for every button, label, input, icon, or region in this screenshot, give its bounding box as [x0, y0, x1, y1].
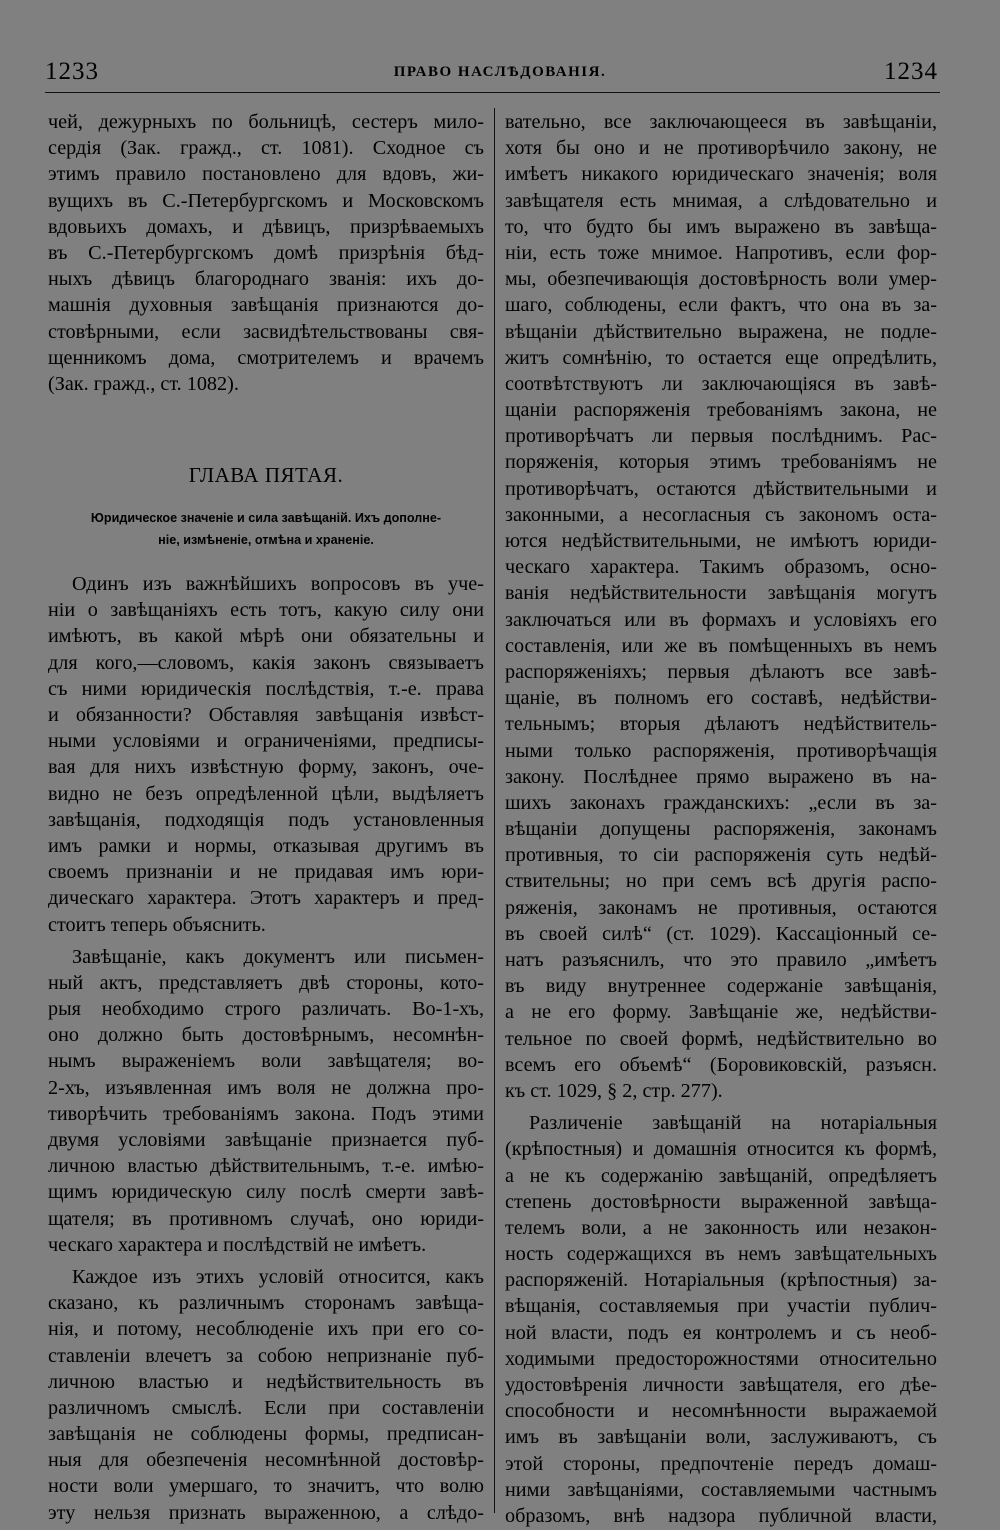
- running-header: [0, 0, 1000, 90]
- text-line: щимъ юридическую силу послѣ смерти завѣ-: [48, 1181, 484, 1204]
- paragraph: [48, 1264, 484, 1526]
- text-line: противорѣчатъ ли первыя послѣднимъ. Рас-: [505, 425, 937, 448]
- text-line: ніи, есть тоже мнимое. Напротивъ, если фор-: [505, 241, 937, 264]
- text-line: житъ сомнѣнію, то остается еще опредѣлить,: [505, 346, 937, 369]
- text-line: образомъ, внѣ надзора публичной власти,: [505, 1504, 937, 1527]
- text-line: этой стороны, предпочтеніе передъ домаш-: [505, 1452, 937, 1475]
- chapter-subtitle: [48, 507, 484, 551]
- text-line: заключаться или въ формахъ и условіяхъ его: [505, 608, 937, 631]
- text-line: ются недѣйствительными, не имѣютъ юриди-: [505, 530, 937, 552]
- left-column: [48, 109, 484, 1526]
- text-line: щаніе, въ полномъ его составѣ, недѣйстви-: [505, 687, 937, 710]
- text-line: противныя, то сіи распоряженія суть недѣй-: [505, 844, 937, 867]
- text-line: 2-хъ, изъявленная имъ воля не должна про-: [48, 1076, 484, 1099]
- text-line: Одинъ изъ важнѣйшихъ вопросовъ въ уче-: [72, 573, 484, 596]
- text-line: ними завѣщаніями, составляемыми частнымъ: [505, 1478, 937, 1501]
- header-rule: [45, 92, 940, 93]
- text-line: ными только распоряженія, противорѣчащія: [505, 739, 937, 762]
- text-line: противорѣчатъ, остаются дѣйствительными и: [505, 477, 937, 500]
- text-line: способности и несомнѣнности выражаемой: [505, 1400, 937, 1423]
- text-line: щаніи распоряженія требованіямъ закона, не: [505, 399, 937, 422]
- text-line: поряженія, которыя этимъ требованіямъ не: [505, 451, 937, 474]
- text-line: чей, дежурныхъ по больницѣ, сестеръ мило-: [48, 111, 484, 133]
- paragraph: [505, 109, 937, 1104]
- text-line: ванія недѣйствительности завѣщанія могутъ: [505, 582, 937, 605]
- text-line: то, что будто бы имъ выражено въ завѣща-: [505, 215, 937, 238]
- text-line: нія, и потому, несоблюденіе ихъ при его со-: [48, 1318, 484, 1341]
- paragraph: [48, 944, 484, 1258]
- text-line: ныя для обезпеченія несомнѣнной достовѣр-: [48, 1449, 484, 1472]
- text-line: оно должно быть достовѣрнымъ, несомнѣн-: [48, 1024, 484, 1047]
- text-line: шаго, соблюдены, если фактъ, что она въ за-: [505, 294, 937, 317]
- text-line: законными, а несогласныя съ закономъ оста-: [505, 503, 937, 526]
- chapter-title: ГЛАВА ПЯТАЯ.: [188, 463, 344, 488]
- text-line: съ ними юридическія послѣдствія, т.-е. права: [48, 677, 484, 700]
- column-divider: [494, 108, 495, 1513]
- text-line: вѣщаніи допущены распоряженія, законамъ: [505, 818, 937, 841]
- text-line: въ С.-Петербургскомъ домѣ призрѣнія бѣд-: [48, 241, 484, 264]
- text-line: хотя бы оно и не противорѣчило закону, не: [505, 137, 937, 160]
- text-line: своемъ признаніи и не придавая имъ юри-: [48, 861, 484, 884]
- text-line: соотвѣтствуютъ ли заключающіяся въ завѣ-: [505, 372, 937, 395]
- text-line: ными условіями и ограниченіями, предписы-: [48, 730, 484, 753]
- subtitle-line: Юридическое значеніе и сила завѣщаній. Ихъ дополне-: [90, 511, 442, 526]
- text-line: ной власти, подъ ея контролемъ и съ необ-: [505, 1321, 937, 1344]
- text-line: закону. Послѣднее прямо выражено въ на-: [505, 765, 937, 788]
- intro-paragraph: [48, 109, 484, 397]
- text-line: ный актъ, представляетъ двѣ стороны, кото-: [48, 971, 484, 994]
- text-line: щенникомъ дома, смотрителемъ и врачемъ: [48, 346, 484, 369]
- text-line: составленія, или же въ помѣщенныхъ въ немъ: [505, 634, 937, 657]
- text-line: вая для нихъ извѣстную форму, законъ, оче-: [48, 756, 484, 779]
- text-line: распоряженій. Нотаріальныя (крѣпостныя) за-: [505, 1269, 937, 1292]
- text-line: имѣетъ никакого юридическаго значенія; воля: [505, 163, 937, 186]
- text-line: завѣщанія, подходящія подъ установленныя: [48, 808, 484, 831]
- text-line: вѣщаніи дѣйствительно выражена, не подле-: [505, 320, 937, 343]
- text-line: ствительны; но при семъ всѣ другія распо-: [505, 870, 937, 893]
- text-line: видно не безъ опредѣленной цѣли, выдѣляетъ: [48, 782, 484, 805]
- text-line: нымъ выраженіемъ воли завѣщателя; во-: [48, 1050, 484, 1073]
- text-line: шихъ законахъ гражданскихъ: „если въ за-: [505, 791, 937, 814]
- text-line: (крѣпостныя) и домашнія относится къ формѣ,: [505, 1138, 937, 1161]
- right-column: [505, 109, 937, 1529]
- text-line: въ своей силѣ“ (ст. 1029). Кассаціонный се-: [505, 922, 937, 945]
- text-line: дическаго характера. Этотъ характеръ и пред-: [48, 887, 484, 910]
- running-title: ПРАВО НАСЛѢДОВАНІЯ.: [393, 64, 607, 80]
- text-line: ставленіи влечетъ за собою непризнаніе пуб-: [48, 1344, 484, 1367]
- text-line: къ ст. 1029, § 2, стр. 277).: [505, 1079, 723, 1102]
- text-line: ніи о завѣщаніяхъ есть тотъ, какую силу они: [48, 599, 484, 622]
- text-line: вѣщанія, составляемыя при участіи публич-: [505, 1295, 937, 1318]
- text-line: (Зак. гражд., ст. 1082).: [48, 372, 239, 395]
- text-line: личною властью и недѣйствительность въ: [48, 1370, 484, 1393]
- text-line: личною властью дѣйствительнымъ, т.-е. имѣю-: [48, 1155, 484, 1178]
- text-line: рыя необходимо строго различать. Во-1-хъ,: [48, 998, 484, 1021]
- text-line: эту нельзя признать выраженною, а слѣдо-: [48, 1501, 484, 1524]
- text-line: телемъ воли, а не законность или незакон-: [505, 1216, 937, 1239]
- text-line: завѣщанія не соблюдены формы, предписан-: [48, 1423, 484, 1446]
- text-line: Завѣщаніе, какъ документъ или письмен-: [72, 945, 484, 968]
- text-line: натъ разъяснилъ, что это правило „имѣетъ: [505, 949, 937, 971]
- text-line: вущихъ въ С.-Петербургскомъ и Московскомъ: [48, 189, 484, 212]
- text-line: въ виду внутреннее содержаніе завѣщанія,: [505, 975, 937, 998]
- text-line: ческаго характера и послѣдствій не имѣетъ.: [48, 1233, 427, 1256]
- paragraph: [48, 571, 484, 938]
- text-line: распоряженіяхъ; первыя дѣлаютъ все завѣ-: [505, 660, 937, 683]
- text-line: Различеніе завѣщаній на нотаріальныя: [529, 1112, 937, 1135]
- text-line: стовѣрными, если засвидѣтельствованы свя-: [48, 320, 484, 343]
- text-line: имѣютъ, въ какой мѣрѣ они обязательны и: [48, 625, 484, 648]
- text-line: степень достовѣрности выраженной завѣща-: [505, 1190, 937, 1213]
- page-number-right: 1234: [884, 58, 938, 85]
- text-line: ныхъ дѣвицъ благороднаго званія: ихъ до-: [48, 268, 484, 291]
- text-line: ходимыми предосторожностями относительно: [505, 1347, 937, 1370]
- text-line: щателя; въ противномъ случаѣ, оно юриди-: [48, 1207, 484, 1230]
- text-line: Каждое изъ этихъ условій относится, какъ: [72, 1265, 484, 1288]
- text-line: машнія духовныя завѣщанія признаются до-: [48, 294, 484, 317]
- text-line: всемъ его объемѣ“ (Боровиковскій, разъясн.: [505, 1053, 937, 1076]
- page-number-left: 1233: [45, 58, 99, 85]
- text-line: двумя условіями завѣщаніе признается пуб-: [48, 1129, 484, 1151]
- text-line: различномъ смыслѣ. Если при составленіи: [48, 1396, 484, 1419]
- text-line: тельное по своей формѣ, недѣйствительно во: [505, 1027, 937, 1050]
- text-line: тельнымъ; вторыя дѣлаютъ недѣйствитель-: [505, 713, 937, 736]
- text-line: для кого,—словомъ, какія законъ связываетъ: [48, 651, 484, 674]
- text-line: сказано, къ различнымъ сторонамъ завѣща-: [48, 1292, 484, 1315]
- text-line: а не къ содержанію завѣщаній, опредѣляетъ: [505, 1164, 937, 1187]
- text-line: сердія (Зак. гражд., ст. 1081). Сходное съ: [48, 137, 484, 160]
- text-line: и обязанности? Обставляя завѣщанія извѣст-: [48, 704, 484, 726]
- text-line: удостовѣренія личности завѣщателя, его дѣе-: [505, 1374, 937, 1396]
- text-line: имъ въ завѣщаніи воли, заслуживаютъ, съ: [505, 1426, 937, 1449]
- subtitle-line: ніе, измѣненіе, отмѣна и храненіе.: [158, 533, 374, 548]
- text-line: завѣщателя есть мнимая, а слѣдовательно и: [505, 189, 937, 212]
- text-line: ряженія, законамъ не противныя, остаются: [505, 896, 937, 919]
- text-line: вательно, все заключающееся въ завѣщаніи,: [505, 111, 937, 133]
- text-line: ности воли умершаго, то значитъ, что волю: [48, 1475, 484, 1498]
- text-line: ность содержащихся въ немъ завѣщательныхъ: [505, 1243, 937, 1266]
- text-line: а не его форму. Завѣщаніе же, недѣйстви-: [505, 1001, 937, 1024]
- paragraph: [505, 1110, 937, 1529]
- text-line: стоитъ теперь объяснить.: [48, 913, 266, 936]
- text-line: этимъ правило постановлено для вдовъ, жи-: [48, 163, 484, 186]
- text-line: имъ рамки и нормы, отказывая другимъ въ: [48, 834, 484, 857]
- text-line: ческаго характера. Такимъ образомъ, осно-: [505, 556, 937, 579]
- text-line: мы, обезпечивающія достовѣрность воли умер-: [505, 268, 937, 291]
- text-line: тиворѣчить требованіямъ закона. Подъ этими: [48, 1102, 484, 1125]
- text-line: вдовьихъ домахъ, и дѣвицъ, призрѣваемыхъ: [48, 215, 484, 238]
